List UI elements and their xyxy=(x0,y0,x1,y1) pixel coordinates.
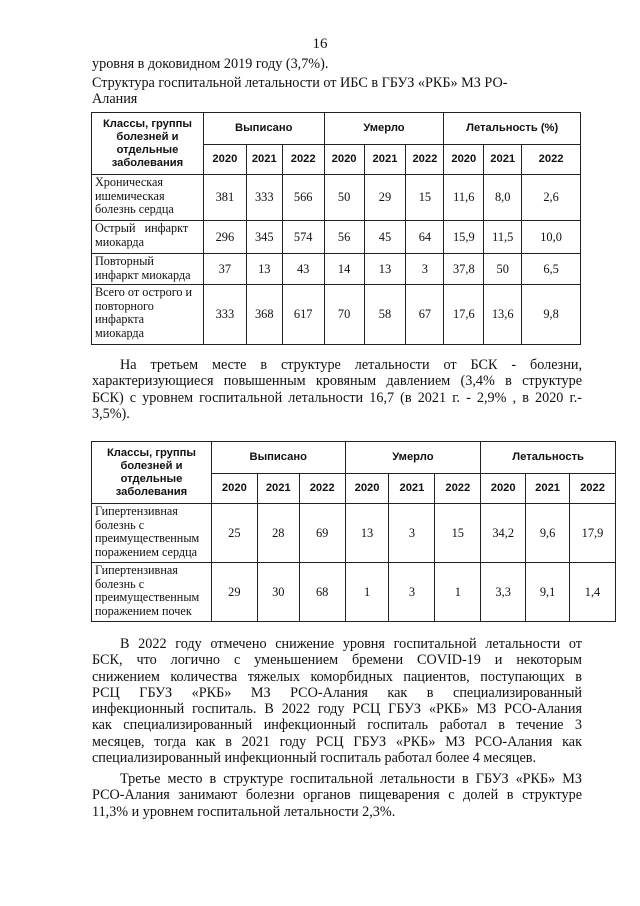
t2-year: 2020 xyxy=(481,474,526,504)
table-row xyxy=(92,285,581,345)
row-label: Гипертензивная болезнь с преимущественным поражением сердца xyxy=(92,504,212,563)
cell: 50 xyxy=(324,175,364,221)
row-label: Гипертензивная болезнь с преимущественным поражением почек xyxy=(92,563,212,622)
cell: 17,9 xyxy=(570,504,616,563)
table-row xyxy=(92,175,581,221)
text-line: 3,5%). xyxy=(92,405,130,422)
cell: 69 xyxy=(299,504,345,563)
text-line: характеризующиеся повышенным кровяным давлением (3,4% в структуре xyxy=(92,373,582,390)
cell: 15 xyxy=(435,504,481,563)
t2-year: 2021 xyxy=(257,474,299,504)
text-line: как специализированный инфекционный госпиталь работал в течение 3 xyxy=(92,717,582,734)
cell: 67 xyxy=(406,285,444,345)
t2-year: 2020 xyxy=(211,474,257,504)
text-line: В 2022 году отмечено снижение уровня госпитальной летальности от xyxy=(120,636,582,652)
cell: 70 xyxy=(324,285,364,345)
t1-year: 2021 xyxy=(484,145,522,175)
ihd-mortality-table xyxy=(91,112,581,345)
cell: 296 xyxy=(203,221,246,254)
text-line: БСК) с уровнем госпитальной летальности 16,7 (в 2021 г. - 2,9% , в 2020 г.- xyxy=(92,389,582,406)
cell: 1 xyxy=(435,563,481,622)
text-line: 11,3% и уровнем госпитальной летальности 2,3%. xyxy=(92,803,396,820)
cell: 43 xyxy=(282,254,324,285)
text-line: На третьем месте в структуре летальности от БСК - болезни, xyxy=(120,357,582,373)
t2-year: 2022 xyxy=(299,474,345,504)
cell: 3,3 xyxy=(481,563,526,622)
row-label: Всего от острого и повторного инфаркта миокарда xyxy=(92,285,204,345)
cell: 381 xyxy=(203,175,246,221)
table1-title-line2: Алания xyxy=(92,91,138,107)
t1-header-discharged: Выписано xyxy=(203,113,324,145)
t1-year: 2021 xyxy=(246,145,282,175)
cell: 3 xyxy=(389,504,435,563)
cell: 6,5 xyxy=(522,254,581,285)
cell: 30 xyxy=(257,563,299,622)
t1-year: 2020 xyxy=(324,145,364,175)
cell: 45 xyxy=(364,221,406,254)
t1-header-died: Умерло xyxy=(324,113,444,145)
t2-year: 2022 xyxy=(570,474,616,504)
cell: 58 xyxy=(364,285,406,345)
t1-year: 2020 xyxy=(203,145,246,175)
t2-header-died: Умерло xyxy=(345,442,481,474)
t2-year: 2020 xyxy=(345,474,389,504)
t2-header-class: Классы, группы болезней и отдельные заболевания xyxy=(92,442,212,504)
t2-year: 2021 xyxy=(526,474,570,504)
cell: 1 xyxy=(345,563,389,622)
row-label: Повторный инфаркт миокарда xyxy=(92,254,204,285)
row-label: Хроническая ишемическая болезнь сердца xyxy=(92,175,204,221)
t1-year: 2022 xyxy=(406,145,444,175)
cell: 37,8 xyxy=(444,254,484,285)
paragraph-hypertension xyxy=(92,357,582,422)
cell: 29 xyxy=(364,175,406,221)
text-line: РСО-Алания занимают болезни органов пищеварения с долей в структуре xyxy=(92,787,582,804)
cell: 345 xyxy=(246,221,282,254)
intro-line: уровня в доковидном 2019 году (3,7%). xyxy=(92,56,329,72)
t2-header-mortality: Летальность xyxy=(481,442,616,474)
table-row xyxy=(92,221,581,254)
cell: 17,6 xyxy=(444,285,484,345)
cell: 10,0 xyxy=(522,221,581,254)
text-line: инфекционный госпиталь. В 2022 году РСЦ ГБУЗ «РКБ» МЗ РСО-Алания xyxy=(92,701,582,718)
cell: 574 xyxy=(282,221,324,254)
cell: 15,9 xyxy=(444,221,484,254)
text-line: РСЦ ГБУЗ «РКБ» МЗ РСО-Алания как в специализированный xyxy=(92,684,582,701)
t2-year: 2022 xyxy=(435,474,481,504)
text-line: БСК, что логично с уменьшением бремени COVID-19 и некоторым xyxy=(92,652,582,669)
cell: 566 xyxy=(282,175,324,221)
t1-header-mortality: Летальность (%) xyxy=(444,113,581,145)
cell: 37 xyxy=(203,254,246,285)
t1-year: 2022 xyxy=(282,145,324,175)
text-line: специализированный инфекционный госпиталь работал более 4 месяцев. xyxy=(92,750,537,767)
cell: 617 xyxy=(282,285,324,345)
t1-header-class: Классы, группы болезней и отдельные заболевания xyxy=(92,113,204,175)
cell: 34,2 xyxy=(481,504,526,563)
cell: 11,6 xyxy=(444,175,484,221)
cell: 9,6 xyxy=(526,504,570,563)
row-label: Острый инфаркт миокарда xyxy=(92,221,204,254)
cell: 15 xyxy=(406,175,444,221)
t1-year: 2022 xyxy=(522,145,581,175)
cell: 13,6 xyxy=(484,285,522,345)
cell: 3 xyxy=(406,254,444,285)
cell: 14 xyxy=(324,254,364,285)
text-line: месяцев, тогда как в 2021 году РСЦ ГБУЗ «РКБ» МЗ РСО-Алания как xyxy=(92,733,582,750)
cell: 1,4 xyxy=(570,563,616,622)
cell: 368 xyxy=(246,285,282,345)
table-row xyxy=(92,504,616,563)
cell: 333 xyxy=(246,175,282,221)
cell: 11,5 xyxy=(484,221,522,254)
text-line: Третье место в структуре госпитальной летальности в ГБУЗ «РКБ» МЗ xyxy=(120,771,582,787)
cell: 9,1 xyxy=(526,563,570,622)
paragraph-digestive xyxy=(92,771,582,820)
paragraph-covid xyxy=(92,636,582,766)
cell: 56 xyxy=(324,221,364,254)
cell: 13 xyxy=(364,254,406,285)
text-line: снижением количества тяжелых коморбидных пациентов, поступающих в xyxy=(92,668,582,685)
cell: 29 xyxy=(211,563,257,622)
cell: 3 xyxy=(389,563,435,622)
table-row xyxy=(92,563,616,622)
t2-header-discharged: Выписано xyxy=(211,442,345,474)
hypertension-mortality-table xyxy=(91,441,616,622)
cell: 64 xyxy=(406,221,444,254)
table1-title-line1: Структура госпитальной летальности от ИБС в ГБУЗ «РКБ» МЗ РО- xyxy=(92,75,508,91)
table-row xyxy=(92,254,581,285)
t1-year: 2020 xyxy=(444,145,484,175)
cell: 9,8 xyxy=(522,285,581,345)
cell: 13 xyxy=(345,504,389,563)
cell: 25 xyxy=(211,504,257,563)
t1-year: 2021 xyxy=(364,145,406,175)
cell: 68 xyxy=(299,563,345,622)
cell: 8,0 xyxy=(484,175,522,221)
cell: 13 xyxy=(246,254,282,285)
cell: 50 xyxy=(484,254,522,285)
page-number: 16 xyxy=(312,36,328,52)
cell: 28 xyxy=(257,504,299,563)
t2-year: 2021 xyxy=(389,474,435,504)
cell: 333 xyxy=(203,285,246,345)
cell: 2,6 xyxy=(522,175,581,221)
